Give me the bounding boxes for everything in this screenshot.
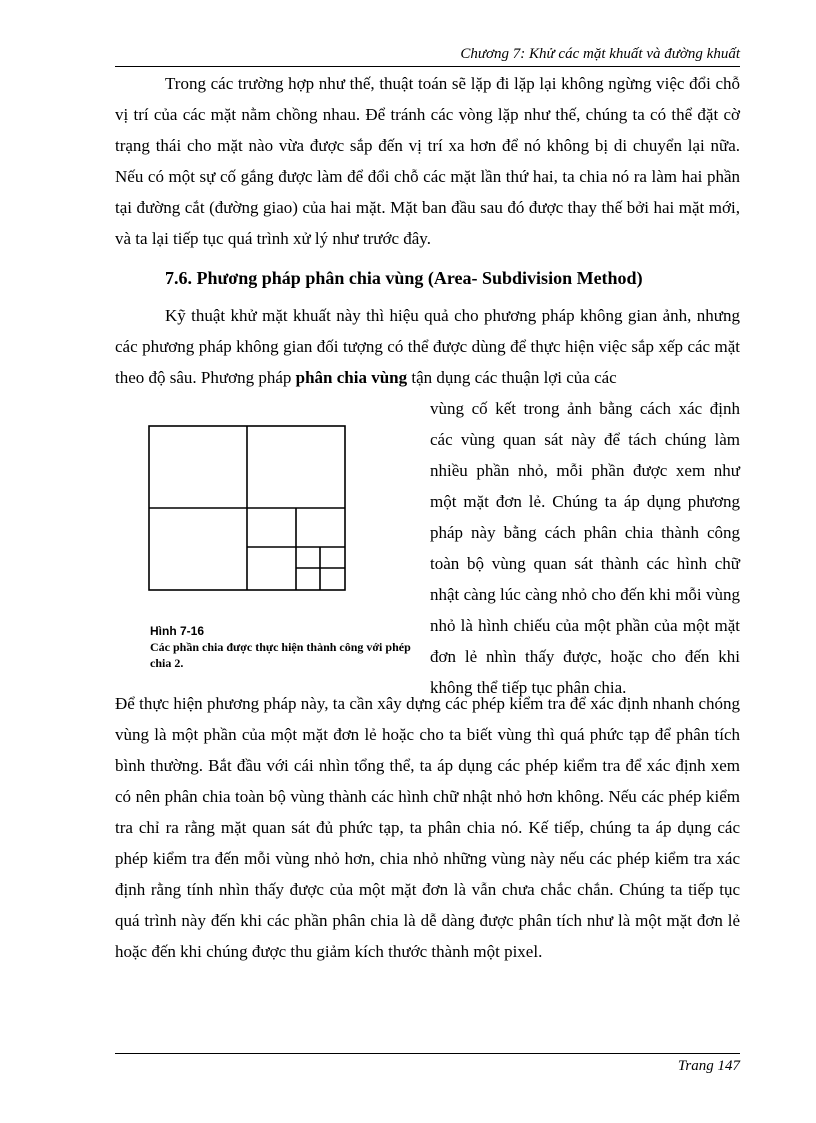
paragraph-2-text: Kỹ thuật khử mặt khuất này thì hiệu quả cho phương pháp không gian ảnh, nhưng các phương pháp không gian đối tượng có thể được dùng để thực hiện việc sắp xếp các mặt theo độ sâu. Phương pháp [115,306,740,387]
paragraph-2-continued: vùng cố kết trong ảnh bằng cách xác định các vùng quan sát này để tách chúng làm nhiều phần nhỏ, mỗi phần được xem như một mặt đơn lẻ. Chúng ta áp dụng phương pháp này bằng cách phân chia thành công toàn bộ vùng quan sát thành các hình chữ nhật càng lúc càng nhỏ cho đến khi mỗi vùng nhỏ là hình chiếu của một phần của một mặt đơn lẻ nhìn thấy được, hoặc cho đến khi không thể tiếp tục phân chia. [430,399,740,697]
header-divider [115,66,740,67]
page-header: Chương 7: Khử các mặt khuất và đường khuất [460,46,740,62]
paragraph-2-text-end: tận dụng các thuận lợi của các [407,368,617,387]
paragraph-2-bold: phân chia vùng [295,368,408,387]
figure-label: Hình 7-16 [150,624,205,638]
footer-divider [115,1053,740,1054]
paragraph-2 [115,300,740,393]
paragraph-1: Trong các trường hợp như thế, thuật toán sẽ lặp đi lặp lại không ngừng việc đổi chỗ vị trí của các mặt nằm chồng nhau. Để tránh các vòng lặp như thế, chúng ta có thể đặt cờ trạng thái cho mặt nào vừa được sắp đến vị trí xa hơn để nó không bị di chuyển lại nữa. Nếu có một sự cố gắng được làm để đổi chỗ các mặt lần thứ hai, ta chia nó ra làm hai phần tại đường cắt (đường giao) của hai mặt. Mặt ban đầu sau đó được thay thế bởi hai mặt mới, và ta lại tiếp tục quá trình xử lý như trước đây. [115,74,740,248]
page-number: Trang 147 [677,1058,740,1074]
paragraph-3: Để thực hiện phương pháp này, ta cần xây dựng các phép kiểm tra để xác định nhanh chóng vùng là một phần của một mặt đơn lẻ hoặc cho ta biết vùng thì quá phức tạp để phân tích bình thường. Bắt đầu với cái nhìn tổng thể, ta áp dụng các phép kiểm tra để xác định xem có nên phân chia toàn bộ vùng thành các hình chữ nhật nhỏ hơn không. Nếu các phép kiểm tra chỉ ra rằng mặt quan sát đủ phức tạp, ta phân chia nó. Kế tiếp, chúng ta áp dụng các phép kiểm tra đến mỗi vùng nhỏ hơn, chia nhỏ những vùng này nếu các phép kiểm tra xác định rằng tính nhìn thấy được của một mặt đơn là vẫn chưa chắc chắn. Chúng ta tiếp tục quá trình này đến khi các phần phân chia là dễ dàng được phân tích như là một mặt đơn lẻ hoặc đến khi chúng được thu giảm kích thước thành một pixel. [115,694,740,961]
subdivision-figure [148,425,346,591]
figure-caption: Các phần chia được thực hiện thành công với phép chia 2. [150,640,411,670]
section-heading: 7.6. Phương pháp phân chia vùng (Area- Subdivision Method) [165,268,643,288]
